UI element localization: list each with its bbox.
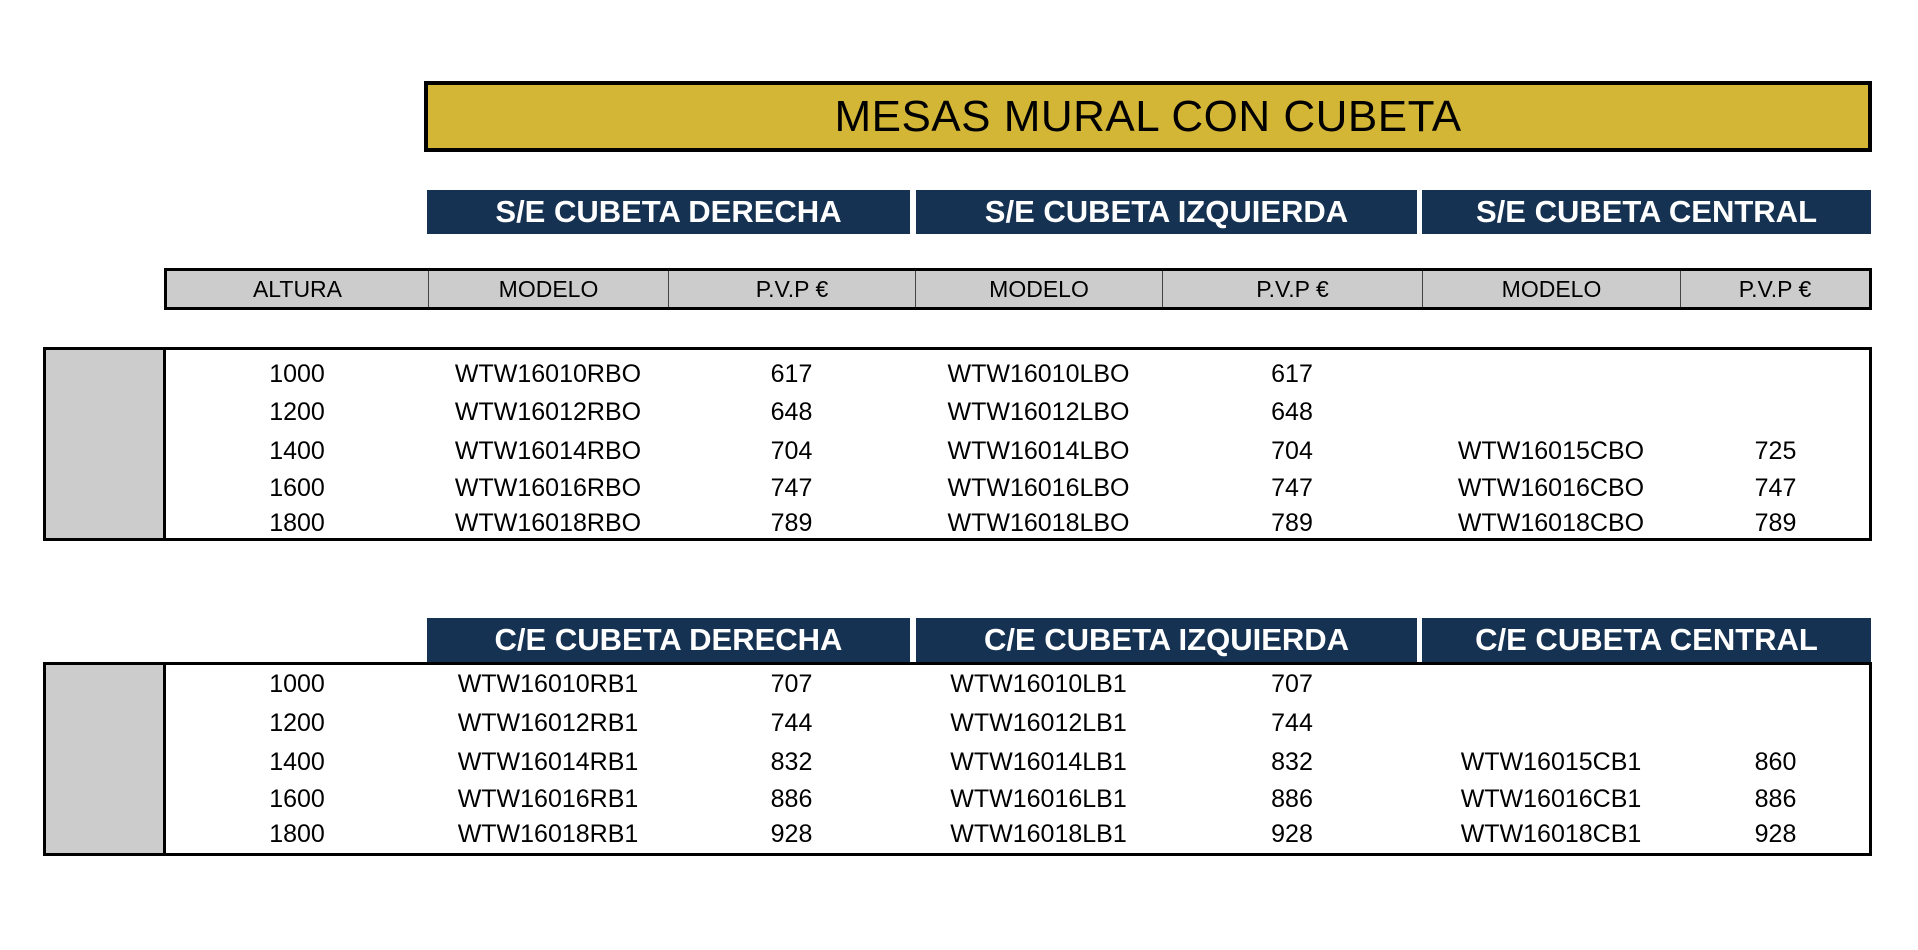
altura-cell: 1800: [269, 508, 325, 537]
section-header-ce-central: C/E CUBETA CENTRAL: [1422, 618, 1871, 662]
pvp-cell: 747: [1271, 473, 1313, 502]
pvp-cell: 707: [770, 669, 813, 698]
column-header-altura: ALTURA: [167, 271, 429, 307]
modelo-cell: WTW16010RBO: [454, 359, 642, 388]
altura-cell: 1400: [269, 747, 325, 776]
page-title: MESAS MURAL CON CUBETA: [424, 81, 1872, 152]
pvp-cell: 648: [1271, 397, 1313, 426]
pvp-cell: 747: [1754, 473, 1797, 502]
column-header-modelo-central: MODELO: [1423, 271, 1681, 307]
altura-cell: 1400: [269, 436, 325, 465]
modelo-cell: WTW16014RB1: [457, 747, 639, 776]
section-header-ce-derecha: C/E CUBETA DERECHA: [427, 618, 910, 662]
pvp-cell: [1680, 705, 1871, 741]
pvp-cell: 704: [1271, 436, 1313, 465]
modelo-cell: WTW16016CBO: [1457, 473, 1645, 502]
modelo-cell: WTW16018CB1: [1460, 819, 1642, 848]
se-price-table: [43, 347, 1872, 541]
pvp-cell: 617: [770, 359, 813, 388]
table-row: [166, 356, 1869, 392]
pvp-cell: 860: [1754, 747, 1797, 776]
altura-cell: 1600: [269, 473, 325, 502]
modelo-cell: WTW16014LB1: [950, 747, 1127, 776]
column-header-modelo-derecha: MODELO: [429, 271, 669, 307]
section-header-se-central: S/E CUBETA CENTRAL: [1422, 190, 1871, 234]
pvp-cell: 744: [1271, 708, 1313, 737]
modelo-cell: [1422, 666, 1680, 702]
ce-side-block: [46, 665, 166, 853]
modelo-cell: WTW16018RBO: [454, 508, 642, 537]
altura-cell: 1200: [269, 708, 325, 737]
pvp-cell: 886: [1754, 784, 1797, 813]
modelo-cell: WTW16018CBO: [1457, 508, 1645, 537]
table-row: [166, 781, 1869, 817]
table-row: [166, 816, 1869, 852]
modelo-cell: [1422, 356, 1680, 392]
modelo-cell: WTW16010LB1: [950, 669, 1127, 698]
modelo-cell: WTW16016RBO: [454, 473, 642, 502]
column-header-pvp-derecha: P.V.P €: [669, 271, 916, 307]
modelo-cell: WTW16016LB1: [950, 784, 1127, 813]
modelo-cell: WTW16014RBO: [454, 436, 642, 465]
se-rows: [166, 350, 1869, 538]
pvp-cell: 928: [770, 819, 813, 848]
modelo-cell: WTW16012RBO: [454, 397, 642, 426]
modelo-cell: WTW16018RB1: [457, 819, 639, 848]
pvp-cell: 704: [770, 436, 813, 465]
pvp-cell: 744: [770, 708, 813, 737]
altura-cell: 1000: [269, 669, 325, 698]
modelo-cell: WTW16010LBO: [947, 359, 1130, 388]
column-header-pvp-central: P.V.P €: [1738, 275, 1812, 302]
pvp-cell: 832: [770, 747, 813, 776]
pvp-cell: 707: [1271, 669, 1313, 698]
modelo-cell: WTW16015CB1: [1460, 747, 1642, 776]
table-row: [166, 433, 1869, 469]
pvp-cell: 832: [1271, 747, 1313, 776]
modelo-cell: WTW16012RB1: [457, 708, 639, 737]
table-row: [166, 744, 1869, 780]
altura-cell: 1200: [269, 397, 325, 426]
modelo-cell: WTW16015CBO: [1457, 436, 1645, 465]
ce-rows: [166, 665, 1869, 853]
column-header-row: [164, 268, 1872, 310]
altura-cell: 1000: [269, 359, 325, 388]
column-header-modelo-izquierda: MODELO: [916, 271, 1163, 307]
modelo-cell: [1422, 394, 1680, 430]
table-row: [166, 666, 1869, 702]
pvp-cell: 928: [1754, 819, 1797, 848]
pvp-cell: 617: [1271, 359, 1313, 388]
table-row: [166, 470, 1869, 506]
modelo-cell: WTW16016LBO: [947, 473, 1130, 502]
modelo-cell: WTW16016RB1: [457, 784, 639, 813]
modelo-cell: [1422, 705, 1680, 741]
pvp-cell: [1680, 394, 1871, 430]
modelo-cell: WTW16014LBO: [947, 436, 1130, 465]
modelo-cell: WTW16012LB1: [950, 708, 1127, 737]
pvp-cell: 789: [1754, 508, 1797, 537]
section-header-se-izquierda: S/E CUBETA IZQUIERDA: [916, 190, 1417, 234]
pvp-cell: 789: [770, 508, 813, 537]
pvp-cell: 725: [1754, 436, 1797, 465]
column-header-pvp-izquierda: P.V.P €: [1163, 271, 1423, 307]
pvp-cell: 886: [770, 784, 813, 813]
se-side-block: [46, 350, 166, 538]
altura-cell: 1600: [269, 784, 325, 813]
pvp-cell: [1680, 356, 1871, 392]
section-header-ce-izquierda: C/E CUBETA IZQUIERDA: [916, 618, 1417, 662]
altura-cell: 1800: [269, 819, 325, 848]
modelo-cell: WTW16012LBO: [947, 397, 1130, 426]
table-row: [166, 394, 1869, 430]
pvp-cell: 648: [770, 397, 813, 426]
modelo-cell: WTW16010RB1: [457, 669, 639, 698]
pvp-cell: 747: [770, 473, 813, 502]
pvp-cell: 928: [1271, 819, 1313, 848]
pvp-cell: 886: [1271, 784, 1313, 813]
ce-price-table: [43, 662, 1872, 856]
table-row: [166, 505, 1869, 541]
pvp-cell: [1680, 666, 1871, 702]
section-header-se-derecha: S/E CUBETA DERECHA: [427, 190, 910, 234]
modelo-cell: WTW16018LB1: [950, 819, 1127, 848]
modelo-cell: WTW16018LBO: [947, 508, 1130, 537]
pvp-cell: 789: [1271, 508, 1313, 537]
table-row: [166, 705, 1869, 741]
modelo-cell: WTW16016CB1: [1460, 784, 1642, 813]
